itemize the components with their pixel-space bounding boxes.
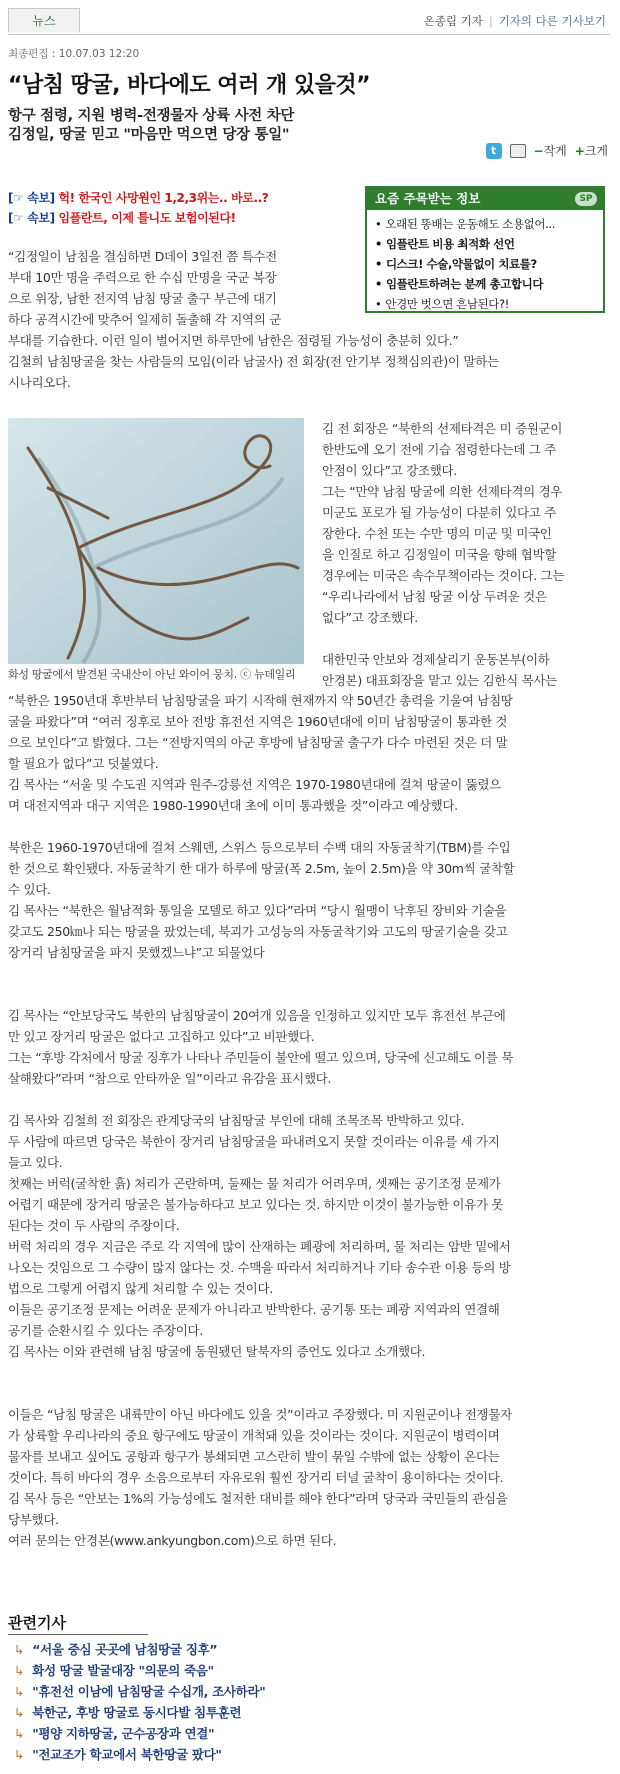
paragraph-line: 한 것으로 확인됐다. 자동굴착기 한 대가 하루에 땅굴(폭 2.5m, 높이 2.5m)을 약 30m씩 굴착할 bbox=[8, 861, 515, 876]
related-article-title: 북한군, 후방 땅굴로 동시다발 침투훈련 bbox=[32, 1705, 242, 1720]
paragraph-line: 한반도에 오기 전에 기습 점령한다는데 그 주 bbox=[322, 442, 556, 457]
paragraph-line: 시나리오다. bbox=[8, 375, 71, 390]
paragraph-line: 김 목사와 김철희 전 회장은 관계당국의 남침땅굴 부인에 대해 조목조목 반박하고 있다. bbox=[8, 1113, 465, 1128]
paragraph-line: 수 있다. bbox=[8, 882, 51, 897]
article-tools bbox=[486, 142, 609, 159]
paragraph-line: 여러 문의는 안경본(www.ankyungbon.com)으로 하면 된다. bbox=[8, 1533, 337, 1548]
arrow-icon: ↳ bbox=[14, 1705, 25, 1720]
paragraph-line: 북한은 1960-1970년대에 걸쳐 스웨덴, 스위스 등으로부터 수백 대의 자동굴착기(TBM)를 수입 bbox=[8, 840, 511, 855]
paragraph-line: 그는 “만약 남침 땅굴에 의한 선제타격의 경우 bbox=[322, 484, 563, 499]
paragraph-line: 살해왔다”라며 “참으로 안타까운 일”이라고 유감을 표시했다. bbox=[8, 1071, 332, 1086]
updated-timestamp: 최종편집 : 10.07.03 12:20 bbox=[8, 48, 140, 60]
tab-news[interactable]: 뉴스 bbox=[8, 8, 80, 33]
twitter-icon[interactable]: t bbox=[486, 143, 502, 159]
paragraph-line: 며 대전지역과 대구 지역은 1980-1990년대 초에 이미 통과했을 것”이라고 예상했다. bbox=[8, 798, 458, 813]
plus-icon: + bbox=[574, 144, 585, 158]
paragraph-line: 나오는 것임으로 그 수량이 많지 않다는 것. 수맥을 따라서 처리하거나 기타 송수관 이용 등의 방 bbox=[8, 1260, 511, 1275]
article-subtitle: 항구 점령, 지원 병력-전쟁물자 상륙 사전 차단 bbox=[8, 108, 295, 124]
paragraph-line: 장한다. 수천 또는 수만 명의 미군 및 미국인 bbox=[322, 526, 552, 541]
info-item[interactable]: • 오래된 똥배는 운동해도 소용없어... bbox=[375, 214, 603, 234]
reporter-name[interactable]: 온종림 기자 bbox=[423, 14, 483, 28]
paragraph-line: 첫째는 버럭(굴착한 흙) 처리가 곤란하며, 둘째는 물 처리가 어려우며, 셋째는 공기조정 문제가 bbox=[8, 1176, 501, 1191]
reporter-info: 온종림 기자 | 기자의 다른 기사보기 bbox=[423, 14, 606, 28]
article-title: “남침 땅굴, 바다에도 여러 개 있을것” bbox=[8, 73, 371, 98]
article-photo bbox=[8, 418, 304, 664]
related-article-link[interactable] bbox=[14, 1682, 265, 1700]
paragraph-line: 법으로 그렇게 어렵지 않게 처리할 수 있는 것이다. bbox=[8, 1281, 273, 1296]
paragraph-line: 으로 보인다”고 밝혔다. 그는 “전방지역의 아군 후방에 남침땅굴 출구가 다수 마련된 것은 더 말 bbox=[8, 735, 508, 750]
paragraph-line: 들고 있다. bbox=[8, 1155, 63, 1170]
related-divider bbox=[8, 1634, 148, 1635]
arrow-icon: ↳ bbox=[14, 1726, 25, 1741]
paragraph-line: 이들은 “남침 땅굴은 내륙만이 아닌 바다에도 있을 것”이라고 주장했다. 미 지원군이나 전쟁물자 bbox=[8, 1407, 512, 1422]
breaking-text: 헉! 한국인 사망원인 1,2,3위는.. 바로..? bbox=[58, 191, 269, 205]
paragraph-line: 안경본) 대표회장을 맡고 있는 김한식 목사는 bbox=[322, 673, 557, 688]
paragraph-line: 할 필요가 없다”고 덧붙였다. bbox=[8, 756, 159, 771]
paragraph-line: 된다는 것이 두 사람의 주장이다. bbox=[8, 1218, 180, 1233]
sp-badge: SP bbox=[575, 192, 597, 206]
article-subtitle: 김정일, 땅굴 믿고 "마음만 먹으면 당장 통일" bbox=[8, 127, 290, 143]
more-articles-link[interactable]: 기자의 다른 기사보기 bbox=[498, 14, 606, 28]
breaking-tag: [☞ 속보] bbox=[8, 211, 55, 225]
breaking-link[interactable] bbox=[8, 209, 236, 226]
paragraph-line: 을 인질로 하고 김정일이 미국을 향해 협박할 bbox=[322, 547, 556, 562]
info-item[interactable]: • 안경만 벗으면 흔남된다?! bbox=[375, 294, 603, 314]
arrow-icon: ↳ bbox=[14, 1642, 25, 1657]
paragraph-line: 없다”고 강조했다. bbox=[322, 610, 418, 625]
related-article-title: 화성 땅굴 발굴대장 "의문의 죽음" bbox=[32, 1663, 214, 1678]
paragraph-line: 미군도 포로가 될 가능성이 다분히 있다고 주 bbox=[322, 505, 556, 520]
paragraph-line: 당부했다. bbox=[8, 1512, 59, 1527]
info-item[interactable]: • 디스크! 수술,약물없이 치료를? bbox=[375, 254, 603, 274]
related-article-title: "전교조가 학교에서 북한땅굴 팠다" bbox=[32, 1747, 222, 1762]
paragraph-line: 어렵기 때문에 장거리 땅굴은 불가능하다고 보고 있다는 것. 하지만 이것이 불가능한 이유가 못 bbox=[8, 1197, 504, 1212]
arrow-icon: ↳ bbox=[14, 1747, 25, 1762]
print-icon[interactable] bbox=[510, 144, 526, 158]
paragraph-line: 버럭 처리의 경우 지금은 주로 각 지역에 많이 산재하는 폐광에 처리하며, 물 처리는 암반 밑에서 bbox=[8, 1239, 511, 1254]
arrow-icon: ↳ bbox=[14, 1663, 25, 1678]
related-title: 관련기사 bbox=[8, 1614, 66, 1632]
paragraph-line: 가 상륙할 우리나라의 중요 항구에도 땅굴이 개척돼 있을 것이라는 것이다. 지원군이 병력이며 bbox=[8, 1428, 500, 1443]
paragraph-line: 부대 10만 명을 주력으로 한 수십 만명을 국군 복장 bbox=[8, 270, 277, 285]
related-article-title: “서울 중심 곳곳에 남침땅굴 징후” bbox=[32, 1642, 218, 1657]
paragraph-line: 김철희 남침땅굴을 찾는 사람들의 모임(이라 남굴사) 전 회장(전 안기부 정책심의관)이 말하는 bbox=[8, 354, 499, 369]
paragraph-line: 만 있고 장거리 땅굴은 없다고 고집하고 있다”고 비판했다. bbox=[8, 1029, 315, 1044]
related-article-link[interactable] bbox=[14, 1724, 214, 1742]
info-item[interactable]: • 임플란트하려는 분께 총고합니다 bbox=[375, 274, 603, 294]
paragraph-line: 그는 “후방 각처에서 땅굴 징후가 나타나 주민들이 불안에 떨고 있으며, 당국에 신고해도 이를 묵 bbox=[8, 1050, 514, 1065]
font-smaller-button[interactable]: −작게 bbox=[533, 144, 567, 158]
paragraph-line: 장거리 남침땅굴을 파지 못했겠느냐”고 되물었다 bbox=[8, 945, 265, 960]
paragraph-line: 김 목사는 “서울 및 수도권 지역과 원주-강릉선 지역은 1970-1980년대에 걸쳐 땅굴이 뚫렸으 bbox=[8, 777, 502, 792]
paragraph-line: 이들은 공기조정 문제는 어려운 문제가 아니라고 반박한다. 공기통 또는 폐광 지역과의 연결해 bbox=[8, 1302, 500, 1317]
paragraph-line: 으로 위장, 남한 전지역 남침 땅굴 출구 부근에 대기 bbox=[8, 291, 277, 306]
related-article-title: "평양 지하땅굴, 군수공장과 연결" bbox=[32, 1726, 215, 1741]
info-box-title: 요즘 주목받는 정보 SP bbox=[367, 188, 603, 210]
info-item[interactable]: • 임플란트 비용 최적화 선언 bbox=[375, 234, 603, 254]
wire-bundle-image bbox=[8, 418, 304, 664]
related-article-link[interactable] bbox=[14, 1703, 241, 1721]
paragraph-line: 김 목사는 “북한은 월남적화 통일을 모델로 하고 있다”라며 “당시 월맹이 낙후된 장비와 기술을 bbox=[8, 903, 507, 918]
paragraph-line: 물자를 보내고 싶어도 공항과 항구가 봉쇄되면 고스란히 발이 묶일 수밖에 없는 상황이 온다는 bbox=[8, 1449, 500, 1464]
related-article-link[interactable] bbox=[14, 1745, 222, 1763]
paragraph-line: 안점이 있다”고 강조했다. bbox=[322, 463, 457, 478]
paragraph-line: 김 목사는 “안보당국도 북한의 남침땅굴이 20여개 있음을 인정하고 있지만 모두 휴전선 부근에 bbox=[8, 1008, 506, 1023]
breaking-tag: [☞ 속보] bbox=[8, 191, 55, 205]
paragraph-line: 부대를 기습한다. 이런 일이 벌어지면 하루만에 남한은 점령될 가능성이 충분히 있다.” bbox=[8, 333, 459, 348]
related-article-link[interactable] bbox=[14, 1640, 217, 1658]
paragraph-line: “우리나라에서 남침 땅굴 이상 두려운 것은 bbox=[322, 589, 547, 604]
paragraph-line: 두 사람에 따르면 당국은 북한이 장거리 남침땅굴을 파내려오지 못할 것이라는 이유를 세 가지 bbox=[8, 1134, 500, 1149]
paragraph-line: 것이다. 특히 바다의 경우 소음으로부터 자유로워 훨씬 장거리 터널 굴착이 용이하다는 것이다. bbox=[8, 1470, 504, 1485]
paragraph-line: 공기를 순환시킬 수 있다는 주장이다. bbox=[8, 1323, 203, 1338]
paragraph-line: 경우에는 미국은 속수무책이라는 것이다. 그는 bbox=[322, 568, 565, 583]
paragraph-line: 갖고도 250㎞나 되는 땅굴을 팠었는데, 북괴가 고성능의 자동굴착기와 고도의 땅굴기술을 갖고 bbox=[8, 924, 508, 939]
paragraph-line: 하다 공격시간에 맞추어 일제히 돌출해 각 지역의 군 bbox=[8, 312, 281, 327]
minus-icon: − bbox=[533, 144, 544, 158]
photo-caption: 화성 땅굴에서 발견된 국내산이 아닌 와이어 뭉치. ⓒ 뉴데일리 bbox=[8, 668, 296, 681]
related-article-title: "휴전선 이남에 남침땅굴 수십개, 조사하라" bbox=[32, 1684, 266, 1699]
breaking-text: 임플란트, 이제 틀니도 보험이된다! bbox=[58, 211, 236, 225]
paragraph-line: 김 목사는 이와 관련해 남침 땅굴에 동원됐던 탈북자의 증언도 있다고 소개했다. bbox=[8, 1344, 426, 1359]
paragraph-line: “북한은 1950년대 후반부터 남침땅굴을 파기 시작해 현재까지 약 50년간 총력을 기울여 남침땅 bbox=[8, 693, 513, 708]
paragraph-line: 대한민국 안보와 경제살리기 운동본부(이하 bbox=[322, 652, 550, 667]
related-article-link[interactable] bbox=[14, 1661, 214, 1679]
font-larger-button[interactable]: +크게 bbox=[574, 144, 608, 158]
paragraph-line: 김 목사 등은 “안보는 1%의 가능성에도 철저한 대비를 해야 한다”라며 당국과 국민들의 관심을 bbox=[8, 1491, 508, 1506]
breaking-link[interactable] bbox=[8, 189, 268, 206]
top-bar bbox=[8, 8, 610, 35]
paragraph-line: 굴을 파왔다”며 “여러 징후로 보아 전방 휴전선 지역은 1960년대에 이미 남침땅굴이 통과한 것 bbox=[8, 714, 508, 729]
paragraph-line: “김정일이 남침을 결심하면 D데이 3일전 쯤 특수전 bbox=[8, 249, 277, 264]
paragraph-line: 김 전 회장은 “북한의 선제타격은 미 증원군이 bbox=[322, 421, 563, 436]
arrow-icon: ↳ bbox=[14, 1684, 25, 1699]
